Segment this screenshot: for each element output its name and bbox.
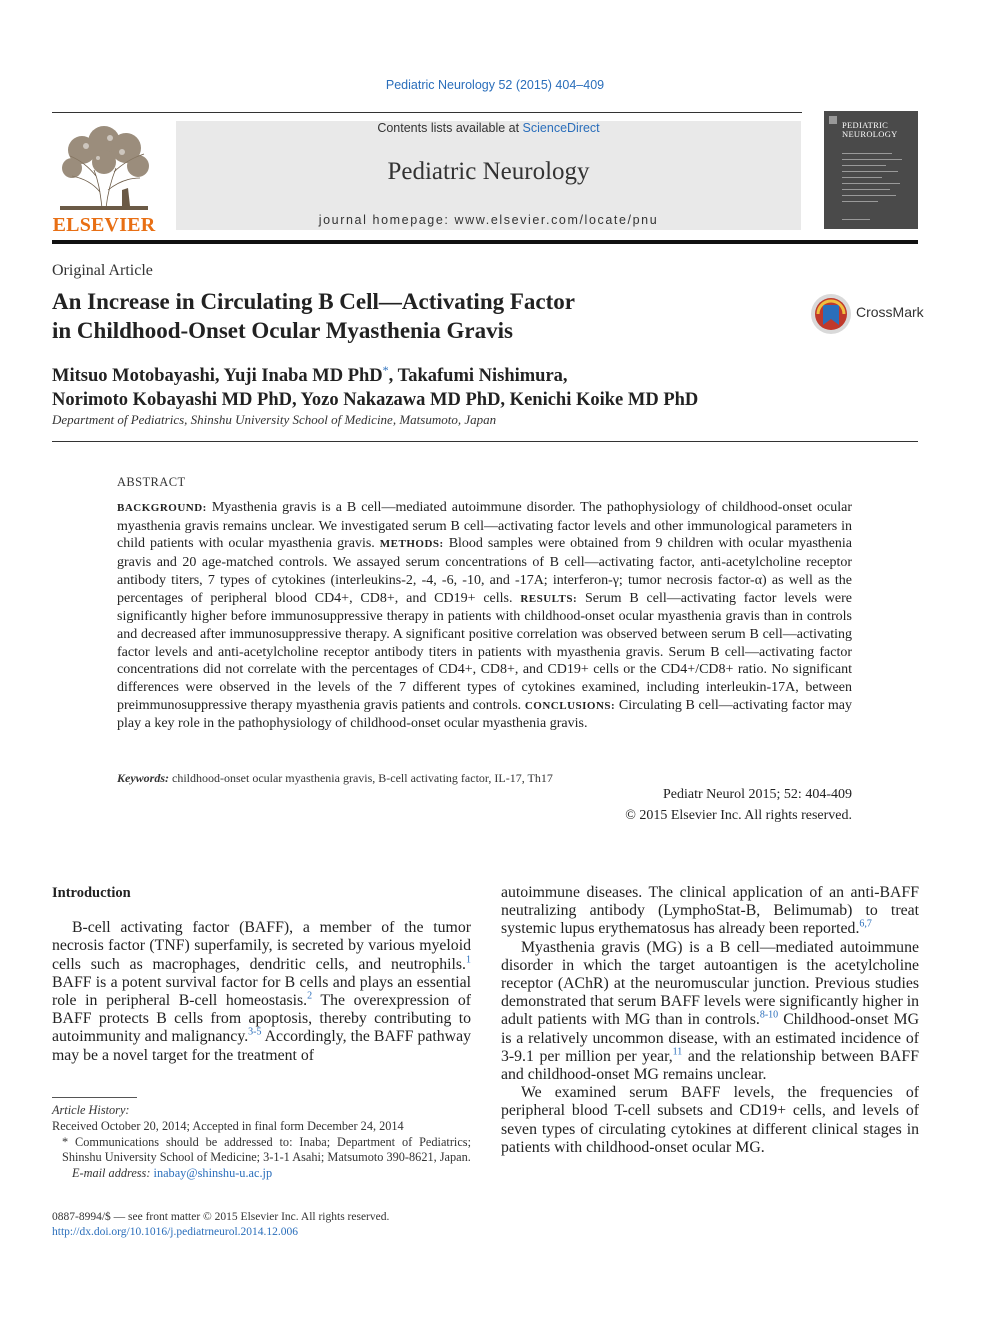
intro-paragraph-1-continued: [501, 884, 919, 939]
keywords-list: childhood-onset ocular myasthenia gravis, B-cell activating factor, IL-17, Th17: [172, 771, 553, 785]
body-column-right: [501, 884, 919, 1157]
citation-ref-8-10[interactable]: 8-10: [759, 1010, 779, 1022]
results-text: Serum B cell—activating factor levels were significantly higher before immunosuppressive therapy in patients with childhood-onset ocular myasthenia gravis than in controls and decreased after immunosuppressive therapy. A significant positive correlation was observed between serum B cell—activating factor levels and anti-acetylcholine receptor antibody titers in patients with myasthenia gravis. Serum B cell—activating factor concentrations did not correlate with the percentages of CD4+, CD8+, and CD19+ cells or the CD4+/CD8+ ratio. No significant differences were observed in the levels of the 7 different types of cytokines examined, including interleukin-17A, between preimmunosuppressive therapy myasthenia gravis patients and controls.: [117, 590, 852, 713]
p1-text-b: BAFF is a potent survival factor for B cells and plays an essential role in peripheral B-cell homeostasis.: [52, 973, 471, 1010]
corresponding-author-mark[interactable]: *: [382, 363, 389, 377]
history-label: Article History:: [52, 1103, 130, 1117]
p1-text-d: Accordingly, the BAFF pathway may be a novel target for the treatment of: [52, 1028, 471, 1064]
citation-ref-2[interactable]: 2: [307, 990, 313, 1002]
introduction-heading: Introduction: [52, 885, 131, 901]
citation-ref-1[interactable]: 1: [466, 954, 471, 966]
history-divider: [52, 1097, 137, 1098]
affiliation: Department of Pediatrics, Shinshu University School of Medicine, Matsumoto, Japan: [52, 412, 497, 427]
email-link[interactable]: inabay@shinshu-u.ac.jp: [153, 1166, 273, 1181]
cover-title-line-1: PEDIATRIC: [842, 120, 889, 130]
conclusions-text: Circulating B cell—activating factor may play a key role in the pathophysiology of childhood-onset ocular myasthenia gravis.: [117, 697, 853, 732]
history-dates: Received October 20, 2014; Accepted in final form December 24, 2014: [52, 1118, 404, 1133]
p1-text-c: The overexpression of BAFF protects B cells from apoptosis, thereby contributing to autoimmunity and malignancy.: [52, 992, 471, 1046]
author-list: [52, 358, 912, 412]
intro-paragraph-3: We examined serum BAFF levels, the frequencies of peripheral blood T-cell subsets and CD19+ cells, and levels of seven types of circulating cytokines at different clinical stages in patients with childhood-onset ocular MG.: [501, 1084, 919, 1156]
results-label: RESULTS:: [520, 592, 578, 605]
sciencedirect-link[interactable]: ScienceDirect: [522, 121, 600, 135]
cover-logo-icon: [829, 116, 837, 124]
authors-line-1a: Mitsuo Motobayashi, Yuji Inaba MD PhD: [52, 366, 383, 387]
background-text: Myasthenia gravis is a B cell—mediated autoimmune disorder. The pathophysiology of childhood-onset ocular myasthenia gravis remains unclear. We investigated serum B cell—activating factor levels and other immunological parameters in child patients with ocular myasthenia gravis.: [117, 500, 852, 552]
abstract-heading: ABSTRACT: [117, 475, 186, 489]
intro-paragraph-2: [501, 939, 919, 1085]
p1-continued-text: autoimmune diseases. The clinical application of an anti-BAFF neutralizing antibody (LymphoStat-B, Belimumab) to treat systemic lupus erythematosus has already been reported.: [501, 884, 919, 938]
p2-text-a: Myasthenia gravis (MG) is a B cell—mediated autoimmune disorder in which the target autoantigen is the acetylcholine receptor (AChR) at the neuromuscular junction. Previous studies demonstrated that serum BAFF levels were significantly higher in adult patients with MG than in controls.: [501, 938, 919, 1029]
crossmark-icon: [810, 293, 852, 335]
email-label: E-mail address:: [72, 1166, 151, 1181]
p1-text-a: B-cell activating factor (BAFF), a member of the tumor necrosis factor (TNF) superfamily, is secreted by various myeloid cells such as macrophages, dendritic cells, and neutrophils.: [52, 919, 471, 973]
page-footer: [52, 1210, 389, 1240]
p2-text-b: Childhood-onset MG is a relatively uncommon disease, with an estimated incidence of 3-9.1 per million per year,: [501, 1011, 919, 1065]
intro-paragraph-1: [52, 919, 471, 1065]
journal-ref-line: Pediatr Neurol 2015; 52: 404-409: [663, 787, 852, 802]
correspondence-note: * Communications should be addressed to: Inaba; Department of Pediatrics; Shinshu University School of Medicine; 3-1-1 Asahi; Matsumoto 390-8621, Japan.: [62, 1134, 471, 1165]
journal-homepage[interactable]: journal homepage: www.elsevier.com/locate/pnu: [318, 213, 659, 227]
journal-masthead: [176, 121, 801, 230]
article-title: [52, 287, 752, 345]
article-history: [52, 1103, 471, 1182]
contents-available-line: [176, 121, 801, 135]
journal-citation[interactable]: Pediatric Neurology 52 (2015) 404–409: [385, 78, 605, 92]
body-column-left: [52, 884, 471, 1065]
cover-title: [842, 121, 898, 139]
contents-prefix: Contents lists available at: [377, 121, 523, 135]
journal-title: Pediatric Neurology: [387, 158, 590, 185]
methods-text: Blood samples were obtained from 9 children with ocular myasthenia gravis and 20 age-matched controls. We assayed serum concentrations of B cell—activating factor, anti-acetylcholine receptor antibody titers, 7 types of cytokines (interleukins-2, -4, -6, -10, and -17A; interferon-γ; tumor necrosis factor-α) as well as the percentages of peripheral blood CD4+, CD8+, and CD19+ cells.: [117, 536, 852, 606]
keywords: [117, 771, 553, 786]
citation-ref-3-5[interactable]: 3-5: [248, 1027, 262, 1039]
issn-line: 0887-8994/$ — see front matter © 2015 Elsevier Inc. All rights reserved.: [52, 1211, 390, 1223]
article-type: Original Article: [52, 262, 153, 279]
doi-link[interactable]: http://dx.doi.org/10.1016/j.pediatrneurol.2014.12.006: [52, 1226, 299, 1238]
abstract-divider: [52, 441, 918, 442]
copyright-line: © 2015 Elsevier Inc. All rights reserved.: [625, 807, 852, 823]
conclusions-label: CONCLUSIONS:: [524, 699, 616, 712]
methods-label: METHODS:: [379, 538, 444, 551]
elsevier-wordmark: ELSEVIER: [52, 214, 156, 236]
authors-line-1b: , Takafumi Nishimura,: [388, 366, 568, 387]
header-divider: [52, 112, 802, 113]
cover-title-line-2: NEUROLOGY: [842, 129, 898, 139]
keywords-label: Keywords:: [117, 771, 169, 785]
journal-cover-thumbnail[interactable]: [824, 111, 918, 229]
journal-reference: [500, 785, 852, 826]
article-title-line-1: An Increase in Circulating B Cell—Activating Factor: [52, 289, 575, 314]
crossmark-badge[interactable]: [810, 293, 922, 337]
citation-ref-6-7[interactable]: 6,7: [859, 919, 872, 931]
abstract-body: [117, 499, 852, 733]
p2-text-c: and the relationship between BAFF and childhood-onset MG remains unclear.: [501, 1047, 919, 1084]
authors-line-2: Norimoto Kobayashi MD PhD, Yozo Nakazawa MD PhD, Kenichi Koike MD PhD: [52, 390, 699, 411]
header-thick-divider: [52, 240, 918, 244]
article-title-line-2: in Childhood-Onset Ocular Myasthenia Gravis: [52, 318, 513, 343]
background-label: BACKGROUND:: [117, 502, 207, 514]
authors-line-1: [52, 358, 912, 388]
email-line: [52, 1166, 471, 1182]
citation-ref-11[interactable]: 11: [672, 1046, 683, 1058]
crossmark-label: CrossMark: [856, 304, 924, 320]
